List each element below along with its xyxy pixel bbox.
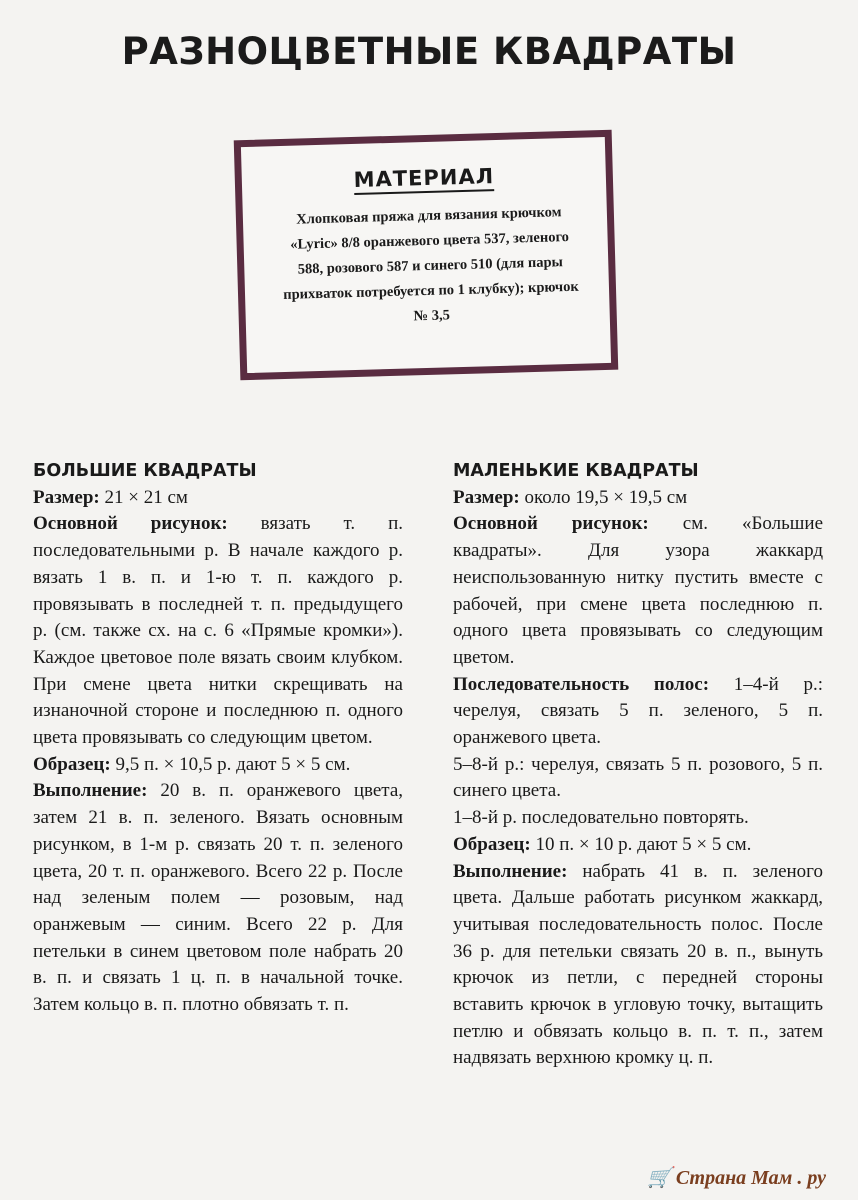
large-squares-column bbox=[33, 458, 403, 1019]
small-work: Выполнение: набрать 41 в. п. зеленого цвета. Дальше работать рисунком жаккард, учитывая последовательность полос. После 36 р. для петельки связать 20 в. п., вынуть крючок из петли, с передней стороны вставить крючок в угловую точку, вытащить петлю и обвязать кольцо в. п. т. п., затем надвязать верхнюю кромку ц. п. bbox=[453, 860, 823, 1069]
large-work: Выполнение: 20 в. п. оранжевого цвета, затем 21 в. п. зеленого. Вязать основным рисунком, в 1-м р. связать 20 т. п. зеленого цвета, 20 т. п. оранжевого. Всего 22 р. После над зеленым полем — розовым, над оранжевым — синим. Всего 22 р. Для петельки в синем цветовом поле набрать 20 в. п. и связать 1 ц. п. в начальной точке. Затем кольцо в. п. плотно обвязать т. п. bbox=[33, 780, 403, 1016]
cart-icon: 🛒 bbox=[646, 1167, 672, 1189]
small-gauge: Образец: 10 п. × 10 р. дают 5 × 5 см. bbox=[453, 833, 752, 855]
small-pattern: Основной рисунок: см. «Большие квадраты». Для узора жаккард неиспользованную нитку пустить вместе с рабочей, при смене цвета последнюю п. одного цвета провязывать со следующим цветом. bbox=[453, 513, 823, 668]
large-gauge: Образец: 9,5 п. × 10,5 р. дают 5 × 5 см. bbox=[33, 753, 351, 775]
small-squares-heading: МАЛЕНЬКИЕ КВАДРАТЫ bbox=[453, 461, 699, 481]
small-stripes-3: 1–8-й р. последовательно повторять. bbox=[453, 807, 749, 829]
small-squares-column bbox=[453, 458, 823, 1072]
material-heading: МАТЕРИАЛ bbox=[242, 161, 607, 195]
small-stripes-2: 5–8-й р.: черелуя, связать 5 п. розового, 5 п. синего цвета. bbox=[453, 753, 823, 802]
material-text: Хлопковая пряжа для вязания крючком «Lyric» 8/8 оранжевого цвета 537, зеленого 588, розового 587 и синего 510 (для пары прихваток потребуется по 1 клубку); крючок № 3,5 bbox=[283, 204, 579, 325]
large-squares-heading: БОЛЬШИЕ КВАДРАТЫ bbox=[33, 461, 257, 481]
large-pattern: Основной рисунок: вязать т. п. последовательными р. В начале каждого р. вязать 1 в. п. и 1-ю т. п. каждого р. провязывать в последней т. п. предыдущего р. (см. также сх. на с. 6 «Прямые кромки»). Каждое цветовое поле вязать своим клубком. При смене цвета нитки скрещивать на изнаночной стороне и последнюю п. одного цвета провязывать со следующим цветом. bbox=[33, 513, 403, 749]
page-title: РАЗНОЦВЕТНЫЕ КВАДРАТЫ bbox=[121, 30, 737, 73]
site-watermark: 🛒 Страна Мам . ру bbox=[646, 1167, 826, 1189]
small-size: Размер: около 19,5 × 19,5 см bbox=[453, 486, 688, 508]
material-box bbox=[234, 130, 619, 380]
large-size: Размер: 21 × 21 см bbox=[33, 486, 188, 508]
small-stripes: Последовательность полос: 1–4-й р.: черелуя, связать 5 п. зеленого, 5 п. оранжевого цвета. bbox=[453, 673, 823, 749]
